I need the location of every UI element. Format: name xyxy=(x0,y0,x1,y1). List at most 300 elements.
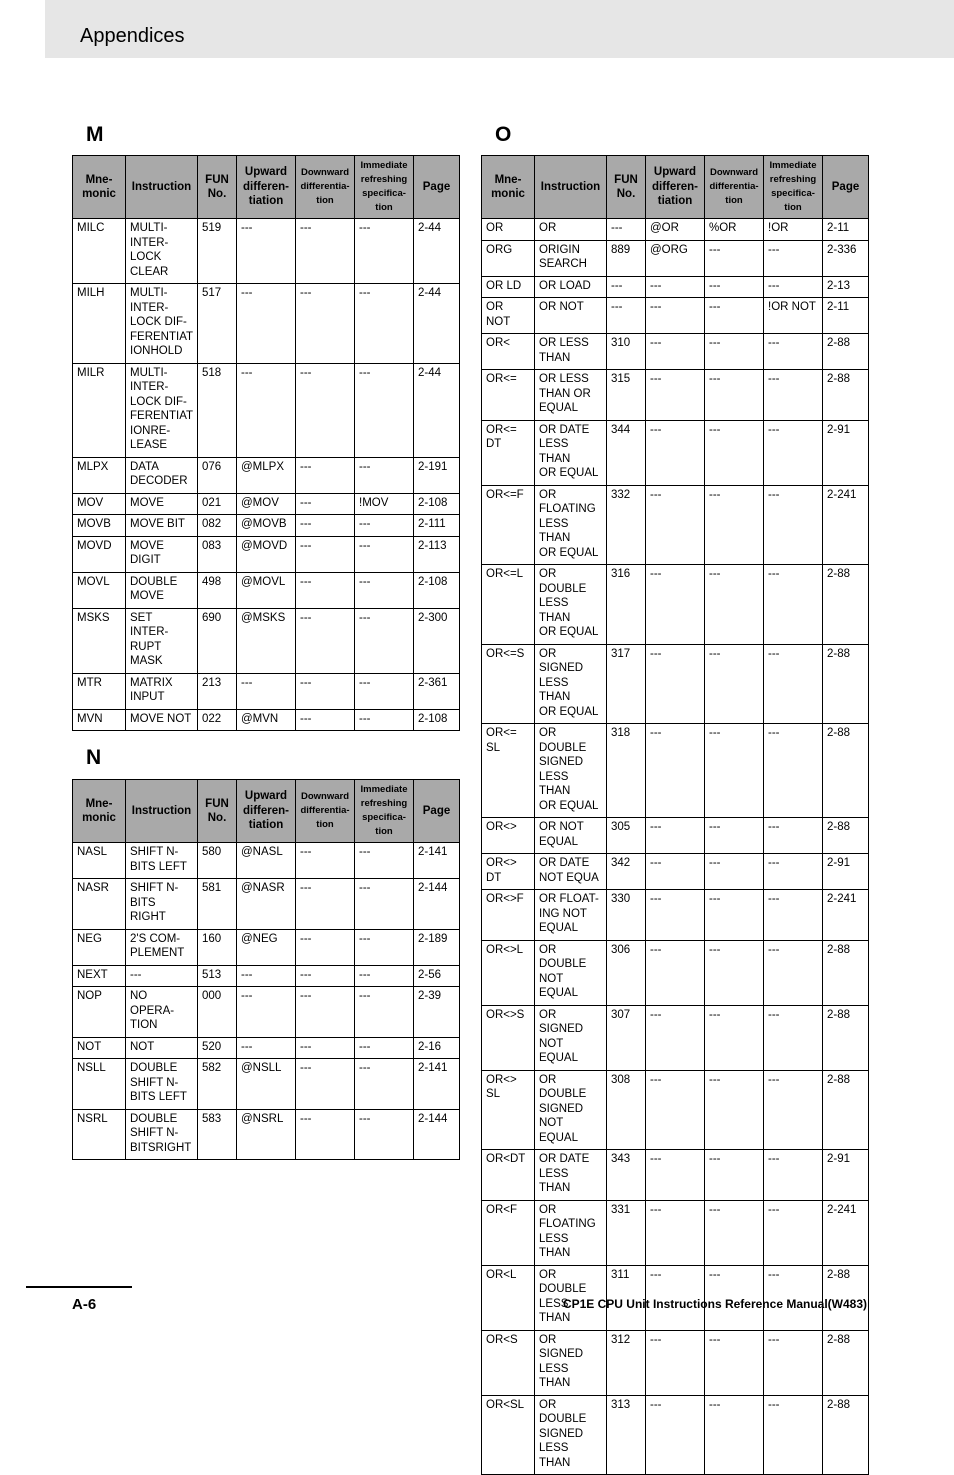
cell-immediate: --- xyxy=(355,284,414,364)
cell-downward: --- xyxy=(705,240,764,276)
table-row xyxy=(73,843,460,879)
cell-immediate: --- xyxy=(764,724,823,818)
cell-instruction: MOVE BIT xyxy=(126,515,198,537)
cell-immediate: --- xyxy=(764,1005,823,1070)
column-header-mnemonic: Mne- monic xyxy=(482,156,535,219)
cell-immediate: --- xyxy=(764,1265,823,1330)
cell-downward: --- xyxy=(705,940,764,1005)
cell-downward: --- xyxy=(705,334,764,370)
cell-mnemonic: MOVB xyxy=(73,515,126,537)
cell-instruction: MOVE xyxy=(126,493,198,515)
cell-immediate: --- xyxy=(764,854,823,890)
cell-downward: --- xyxy=(296,879,355,930)
cell-immediate: !MOV xyxy=(355,493,414,515)
cell-page: 2-44 xyxy=(414,219,460,284)
cell-immediate: --- xyxy=(764,644,823,724)
cell-downward: --- xyxy=(705,1070,764,1150)
table-row xyxy=(73,219,460,284)
cell-mnemonic: OR<> xyxy=(482,818,535,854)
cell-page: 2-13 xyxy=(823,276,869,298)
header-row xyxy=(73,156,460,219)
cell-upward: --- xyxy=(646,644,705,724)
cell-immediate: !OR NOT xyxy=(764,298,823,334)
cell-mnemonic: OR<> DT xyxy=(482,854,535,890)
cell-fun-no: 082 xyxy=(198,515,237,537)
cell-fun-no: 312 xyxy=(607,1330,646,1395)
cell-upward: @NSLL xyxy=(237,1059,296,1110)
column-header-page: Page xyxy=(414,156,460,219)
cell-immediate: --- xyxy=(764,940,823,1005)
cell-instruction: MULTI- INTER- LOCK DIF- FERENTIAT IONRE- LEASE xyxy=(126,363,198,457)
cell-page: 2-241 xyxy=(823,890,869,941)
cell-upward: @MSKS xyxy=(237,608,296,673)
table-row xyxy=(73,536,460,572)
cell-downward: --- xyxy=(705,724,764,818)
table-row xyxy=(482,1395,869,1475)
cell-upward: @MLPX xyxy=(237,457,296,493)
cell-downward: --- xyxy=(705,1005,764,1070)
table-row xyxy=(482,240,869,276)
cell-downward: --- xyxy=(705,818,764,854)
table-row xyxy=(73,493,460,515)
cell-fun-no: 580 xyxy=(198,843,237,879)
cell-downward: --- xyxy=(705,1200,764,1265)
cell-mnemonic: NASR xyxy=(73,879,126,930)
cell-immediate: --- xyxy=(764,276,823,298)
cell-instruction: NOT xyxy=(126,1037,198,1059)
cell-upward: --- xyxy=(646,370,705,421)
cell-upward: @NSRL xyxy=(237,1109,296,1160)
table-row xyxy=(482,334,869,370)
cell-upward: @MOVB xyxy=(237,515,296,537)
column-header-page: Page xyxy=(823,156,869,219)
table-row xyxy=(73,457,460,493)
table-row xyxy=(73,965,460,987)
page-header-title: Appendices xyxy=(80,25,185,47)
table-row xyxy=(73,879,460,930)
cell-instruction: MOVE DIGIT xyxy=(126,536,198,572)
instruction-table-m xyxy=(72,155,460,731)
cell-page: 2-191 xyxy=(414,457,460,493)
cell-downward: --- xyxy=(296,673,355,709)
cell-page: 2-108 xyxy=(414,572,460,608)
table-row xyxy=(482,724,869,818)
cell-fun-no: 518 xyxy=(198,363,237,457)
cell-upward: --- xyxy=(646,334,705,370)
cell-downward: --- xyxy=(296,929,355,965)
cell-immediate: --- xyxy=(764,1070,823,1150)
table-row xyxy=(482,565,869,645)
cell-immediate: --- xyxy=(355,536,414,572)
table-row xyxy=(482,219,869,241)
table-row xyxy=(73,515,460,537)
cell-downward: --- xyxy=(296,572,355,608)
cell-page: 2-108 xyxy=(414,709,460,731)
cell-fun-no: 519 xyxy=(198,219,237,284)
cell-immediate: --- xyxy=(764,1395,823,1475)
cell-upward: --- xyxy=(646,818,705,854)
cell-downward: --- xyxy=(296,219,355,284)
table-row xyxy=(73,673,460,709)
cell-page: 2-88 xyxy=(823,1330,869,1395)
cell-immediate: --- xyxy=(764,240,823,276)
cell-downward: --- xyxy=(296,965,355,987)
cell-mnemonic: NOT xyxy=(73,1037,126,1059)
table-row xyxy=(482,1070,869,1150)
cell-mnemonic: OR<F xyxy=(482,1200,535,1265)
cell-instruction: OR DATE NOT EQUA xyxy=(535,854,607,890)
cell-mnemonic: MOV xyxy=(73,493,126,515)
cell-fun-no: 582 xyxy=(198,1059,237,1110)
cell-page: 2-16 xyxy=(414,1037,460,1059)
table-row xyxy=(482,940,869,1005)
column-header-mnemonic: Mne- monic xyxy=(73,156,126,219)
cell-fun-no: 317 xyxy=(607,644,646,724)
cell-page: 2-141 xyxy=(414,843,460,879)
cell-page: 2-300 xyxy=(414,608,460,673)
cell-upward: --- xyxy=(646,854,705,890)
cell-instruction: NO OPERA- TION xyxy=(126,987,198,1038)
cell-instruction: DOUBLE SHIFT N- BITSRIGHT xyxy=(126,1109,198,1160)
cell-mnemonic: NEXT xyxy=(73,965,126,987)
cell-fun-no: 308 xyxy=(607,1070,646,1150)
cell-immediate: --- xyxy=(355,219,414,284)
cell-immediate: --- xyxy=(764,370,823,421)
cell-page: 2-88 xyxy=(823,1005,869,1070)
page-number: A-6 xyxy=(72,1296,97,1313)
cell-instruction: OR DOUBLE SIGNED NOT EQUAL xyxy=(535,1070,607,1150)
cell-upward: --- xyxy=(646,1330,705,1395)
cell-mnemonic: NEG xyxy=(73,929,126,965)
column-header-fun-no: FUN No. xyxy=(607,156,646,219)
cell-instruction: OR LOAD xyxy=(535,276,607,298)
cell-mnemonic: OR<>F xyxy=(482,890,535,941)
header-row xyxy=(73,780,460,843)
cell-mnemonic: OR<L xyxy=(482,1265,535,1330)
cell-upward: @ORG xyxy=(646,240,705,276)
cell-upward: --- xyxy=(237,219,296,284)
cell-downward: --- xyxy=(296,987,355,1038)
cell-page: 2-11 xyxy=(823,219,869,241)
cell-upward: --- xyxy=(646,1200,705,1265)
cell-upward: @NEG xyxy=(237,929,296,965)
cell-mnemonic: OR<S xyxy=(482,1330,535,1395)
cell-page: 2-88 xyxy=(823,1070,869,1150)
cell-fun-no: 310 xyxy=(607,334,646,370)
cell-upward: --- xyxy=(646,1070,705,1150)
cell-instruction: ORIGIN SEARCH xyxy=(535,240,607,276)
cell-mnemonic: MVN xyxy=(73,709,126,731)
cell-page: 2-108 xyxy=(414,493,460,515)
cell-mnemonic: OR<>L xyxy=(482,940,535,1005)
cell-mnemonic: MSKS xyxy=(73,608,126,673)
cell-downward: --- xyxy=(705,485,764,565)
table-row xyxy=(482,485,869,565)
cell-immediate: --- xyxy=(764,1150,823,1201)
cell-page: 2-88 xyxy=(823,644,869,724)
cell-instruction: OR DOUBLE SIGNED LESS THAN xyxy=(535,1395,607,1475)
cell-immediate: --- xyxy=(764,890,823,941)
cell-mnemonic: NSRL xyxy=(73,1109,126,1160)
cell-mnemonic: MILH xyxy=(73,284,126,364)
column-header-immediate: Immediate refreshing specifica- tion xyxy=(764,156,823,219)
cell-page: 2-111 xyxy=(414,515,460,537)
cell-immediate: --- xyxy=(355,572,414,608)
cell-page: 2-88 xyxy=(823,1395,869,1475)
cell-instruction: OR xyxy=(535,219,607,241)
cell-upward: --- xyxy=(646,1395,705,1475)
cell-mnemonic: OR<=L xyxy=(482,565,535,645)
cell-downward: --- xyxy=(705,1150,764,1201)
cell-instruction: MATRIX INPUT xyxy=(126,673,198,709)
section-letter-n: N xyxy=(86,746,102,769)
cell-upward: @NASR xyxy=(237,879,296,930)
cell-immediate: --- xyxy=(355,709,414,731)
cell-immediate: --- xyxy=(355,608,414,673)
cell-page: 2-189 xyxy=(414,929,460,965)
cell-upward: --- xyxy=(646,890,705,941)
cell-mnemonic: OR<= SL xyxy=(482,724,535,818)
cell-downward: --- xyxy=(296,843,355,879)
cell-downward: --- xyxy=(705,854,764,890)
cell-upward: --- xyxy=(646,485,705,565)
cell-immediate: --- xyxy=(355,515,414,537)
cell-page: 2-361 xyxy=(414,673,460,709)
cell-immediate: --- xyxy=(355,987,414,1038)
cell-downward: --- xyxy=(705,276,764,298)
cell-fun-no: 311 xyxy=(607,1265,646,1330)
cell-instruction: OR DOUBLE SIGNED LESS THAN OR EQUAL xyxy=(535,724,607,818)
cell-fun-no: 520 xyxy=(198,1037,237,1059)
cell-fun-no: 305 xyxy=(607,818,646,854)
cell-immediate: --- xyxy=(764,818,823,854)
cell-downward: --- xyxy=(296,515,355,537)
cell-mnemonic: MOVL xyxy=(73,572,126,608)
instruction-table-o xyxy=(481,155,869,1475)
cell-upward: --- xyxy=(237,965,296,987)
cell-instruction: DOUBLE SHIFT N- BITS LEFT xyxy=(126,1059,198,1110)
header-row xyxy=(482,156,869,219)
cell-mnemonic: NSLL xyxy=(73,1059,126,1110)
manual-title: CP1E CPU Unit Instructions Reference Manual(W483) xyxy=(562,1297,867,1311)
footer-rule xyxy=(26,1286,132,1288)
cell-fun-no: 213 xyxy=(198,673,237,709)
column-header-immediate: Immediate refreshing specifica- tion xyxy=(355,156,414,219)
section-letter-o: O xyxy=(495,123,512,146)
table-row xyxy=(73,1037,460,1059)
cell-fun-no: 583 xyxy=(198,1109,237,1160)
cell-mnemonic: MTR xyxy=(73,673,126,709)
cell-fun-no: 076 xyxy=(198,457,237,493)
cell-instruction: DATA DECODER xyxy=(126,457,198,493)
cell-downward: --- xyxy=(705,1330,764,1395)
cell-fun-no: 330 xyxy=(607,890,646,941)
table-row xyxy=(482,644,869,724)
cell-mnemonic: OR<SL xyxy=(482,1395,535,1475)
cell-page: 2-44 xyxy=(414,284,460,364)
column-header-immediate: Immediate refreshing specifica- tion xyxy=(355,780,414,843)
cell-upward: @MOVL xyxy=(237,572,296,608)
cell-fun-no: 498 xyxy=(198,572,237,608)
instruction-table-n xyxy=(72,779,460,1160)
cell-upward: @MOVD xyxy=(237,536,296,572)
cell-immediate: --- xyxy=(764,485,823,565)
cell-immediate: --- xyxy=(355,965,414,987)
cell-mnemonic: MILR xyxy=(73,363,126,457)
cell-upward: --- xyxy=(646,1005,705,1070)
column-header-downward: Downward differentia- tion xyxy=(296,156,355,219)
cell-downward: --- xyxy=(296,1059,355,1110)
column-header-page: Page xyxy=(414,780,460,843)
cell-fun-no: 160 xyxy=(198,929,237,965)
cell-immediate: --- xyxy=(355,363,414,457)
cell-instruction: MULTI- INTER- LOCK DIF- FERENTIAT IONHOLD xyxy=(126,284,198,364)
cell-fun-no: 517 xyxy=(198,284,237,364)
cell-fun-no: 315 xyxy=(607,370,646,421)
cell-immediate: --- xyxy=(355,1059,414,1110)
column-header-fun-no: FUN No. xyxy=(198,780,237,843)
table-row xyxy=(482,854,869,890)
table-row xyxy=(482,818,869,854)
cell-mnemonic: NOP xyxy=(73,987,126,1038)
cell-page: 2-144 xyxy=(414,879,460,930)
cell-downward: --- xyxy=(705,565,764,645)
cell-upward: --- xyxy=(237,284,296,364)
cell-upward: @MOV xyxy=(237,493,296,515)
cell-downward: --- xyxy=(296,457,355,493)
table-row xyxy=(73,709,460,731)
cell-immediate: --- xyxy=(355,457,414,493)
cell-page: 2-88 xyxy=(823,370,869,421)
cell-upward: --- xyxy=(646,724,705,818)
cell-fun-no: 343 xyxy=(607,1150,646,1201)
cell-upward: --- xyxy=(646,420,705,485)
cell-immediate: --- xyxy=(764,420,823,485)
cell-fun-no: --- xyxy=(607,219,646,241)
cell-mnemonic: OR NOT xyxy=(482,298,535,334)
table-row xyxy=(73,284,460,364)
cell-immediate: --- xyxy=(764,565,823,645)
cell-upward: --- xyxy=(237,1037,296,1059)
cell-instruction: SET INTER- RUPT MASK xyxy=(126,608,198,673)
cell-instruction: OR SIGNED NOT EQUAL xyxy=(535,1005,607,1070)
cell-fun-no: 021 xyxy=(198,493,237,515)
cell-fun-no: 889 xyxy=(607,240,646,276)
cell-instruction: OR DOUBLE NOT EQUAL xyxy=(535,940,607,1005)
cell-upward: --- xyxy=(646,1150,705,1201)
cell-fun-no: 581 xyxy=(198,879,237,930)
cell-mnemonic: OR<>S xyxy=(482,1005,535,1070)
cell-fun-no: 690 xyxy=(198,608,237,673)
cell-mnemonic: MILC xyxy=(73,219,126,284)
cell-fun-no: 344 xyxy=(607,420,646,485)
cell-instruction: OR DATE LESS THAN xyxy=(535,1150,607,1201)
cell-fun-no: 513 xyxy=(198,965,237,987)
cell-page: 2-88 xyxy=(823,818,869,854)
table-row xyxy=(482,298,869,334)
cell-immediate: --- xyxy=(355,879,414,930)
cell-fun-no: 306 xyxy=(607,940,646,1005)
cell-downward: --- xyxy=(296,493,355,515)
column-header-instruction: Instruction xyxy=(126,156,198,219)
cell-fun-no: 083 xyxy=(198,536,237,572)
cell-mnemonic: MOVD xyxy=(73,536,126,572)
cell-page: 2-91 xyxy=(823,854,869,890)
cell-fun-no: --- xyxy=(607,276,646,298)
cell-instruction: OR DOUBLE LESS THAN xyxy=(535,1265,607,1330)
cell-fun-no: 000 xyxy=(198,987,237,1038)
cell-downward: --- xyxy=(296,284,355,364)
table-row xyxy=(482,1150,869,1201)
cell-mnemonic: OR LD xyxy=(482,276,535,298)
cell-page: 2-144 xyxy=(414,1109,460,1160)
cell-upward: @MVN xyxy=(237,709,296,731)
cell-downward: --- xyxy=(296,1037,355,1059)
cell-instruction: OR LESS THAN OR EQUAL xyxy=(535,370,607,421)
cell-fun-no: 332 xyxy=(607,485,646,565)
cell-instruction: MULTI- INTER- LOCK CLEAR xyxy=(126,219,198,284)
cell-page: 2-241 xyxy=(823,1200,869,1265)
cell-mnemonic: OR<=F xyxy=(482,485,535,565)
cell-instruction: 2'S COM- PLEMENT xyxy=(126,929,198,965)
cell-mnemonic: NASL xyxy=(73,843,126,879)
cell-page: 2-88 xyxy=(823,565,869,645)
column-header-upward: Upward differen- tiation xyxy=(237,780,296,843)
cell-immediate: --- xyxy=(355,929,414,965)
cell-upward: @NASL xyxy=(237,843,296,879)
cell-fun-no: 342 xyxy=(607,854,646,890)
table-row xyxy=(482,1200,869,1265)
column-header-instruction: Instruction xyxy=(126,780,198,843)
cell-downward: --- xyxy=(705,298,764,334)
cell-immediate: --- xyxy=(355,843,414,879)
cell-downward: --- xyxy=(705,644,764,724)
cell-upward: --- xyxy=(646,298,705,334)
cell-instruction: DOUBLE MOVE xyxy=(126,572,198,608)
cell-page: 2-11 xyxy=(823,298,869,334)
cell-upward: --- xyxy=(646,565,705,645)
cell-page: 2-39 xyxy=(414,987,460,1038)
cell-page: 2-88 xyxy=(823,1265,869,1330)
cell-instruction: OR FLOATING LESS THAN OR EQUAL xyxy=(535,485,607,565)
cell-downward: %OR xyxy=(705,219,764,241)
column-header-upward: Upward differen- tiation xyxy=(646,156,705,219)
cell-page: 2-88 xyxy=(823,724,869,818)
cell-downward: --- xyxy=(296,1109,355,1160)
table-row xyxy=(73,1109,460,1160)
cell-fun-no: 307 xyxy=(607,1005,646,1070)
cell-fun-no: 313 xyxy=(607,1395,646,1475)
cell-downward: --- xyxy=(296,608,355,673)
cell-page: 2-113 xyxy=(414,536,460,572)
cell-page: 2-141 xyxy=(414,1059,460,1110)
table-row xyxy=(482,890,869,941)
cell-mnemonic: OR<= DT xyxy=(482,420,535,485)
table-row xyxy=(73,1059,460,1110)
column-header-downward: Downward differentia- tion xyxy=(296,780,355,843)
cell-mnemonic: OR< xyxy=(482,334,535,370)
cell-page: 2-56 xyxy=(414,965,460,987)
cell-upward: --- xyxy=(646,1265,705,1330)
cell-page: 2-91 xyxy=(823,1150,869,1201)
cell-fun-no: 331 xyxy=(607,1200,646,1265)
cell-page: 2-241 xyxy=(823,485,869,565)
table-row xyxy=(73,363,460,457)
cell-downward: --- xyxy=(705,1395,764,1475)
cell-downward: --- xyxy=(705,1265,764,1330)
cell-fun-no: 022 xyxy=(198,709,237,731)
cell-downward: --- xyxy=(705,370,764,421)
